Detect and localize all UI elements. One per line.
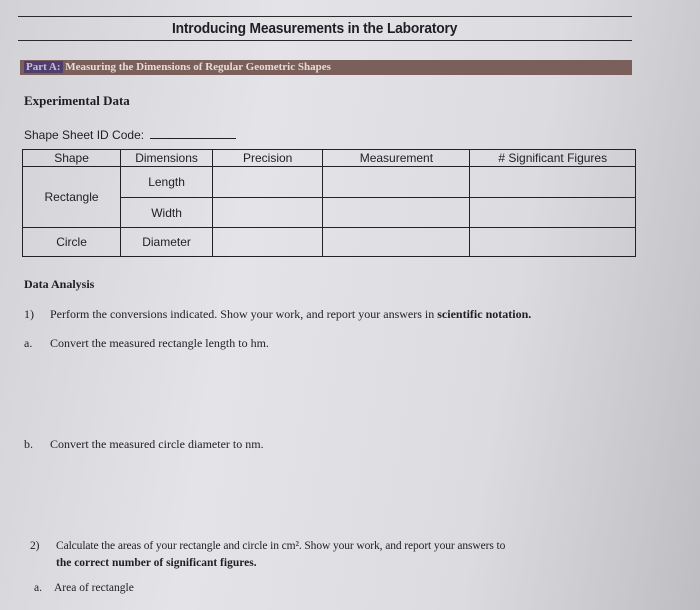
measurement-table: [22, 149, 636, 257]
shape-rectangle: Rectangle: [23, 167, 121, 228]
q1-number: 1): [24, 307, 34, 321]
q1a-label: a.: [24, 336, 33, 350]
table-row: [23, 228, 636, 257]
experimental-heading: Experimental Data: [24, 93, 130, 108]
precision-length-cell[interactable]: [213, 167, 323, 198]
title-underline-rule: [18, 40, 632, 41]
q2a-label: a.: [34, 582, 42, 594]
q1b-label: b.: [24, 437, 33, 451]
q2-line-2: the correct number of significant figures.: [56, 557, 257, 569]
col-header-measurement: Measurement: [323, 150, 470, 167]
question-1a: [24, 336, 269, 351]
dimension-length: Length: [121, 167, 213, 198]
col-header-dimensions: Dimensions: [121, 150, 213, 167]
table-header-row: [23, 150, 636, 167]
table-row: [23, 167, 636, 198]
sigfigs-diameter-cell[interactable]: [470, 228, 636, 257]
measurement-diameter-cell[interactable]: [323, 228, 470, 257]
q1a-text: Convert the measured rectangle length to hm.: [50, 336, 269, 350]
shape-id-line: [24, 126, 236, 142]
page-title: Introducing Measurements in the Laboratory: [172, 20, 458, 37]
q1-bold-text: scientific notation.: [437, 307, 532, 321]
part-title: Measuring the Dimensions of Regular Geometric Shapes: [65, 61, 331, 73]
dimension-diameter: Diameter: [121, 228, 213, 257]
col-header-sig-figs: # Significant Figures: [470, 150, 636, 167]
sigfigs-width-cell[interactable]: [470, 198, 636, 228]
measurement-length-cell[interactable]: [323, 167, 470, 198]
shape-id-field[interactable]: [150, 126, 236, 139]
data-analysis-heading: Data Analysis: [24, 277, 95, 291]
question-2: [30, 540, 505, 552]
sigfigs-length-cell[interactable]: [470, 167, 636, 198]
q2-number: 2): [30, 540, 40, 552]
precision-width-cell[interactable]: [213, 198, 323, 228]
measurement-width-cell[interactable]: [323, 198, 470, 228]
q2-text: Calculate the areas of your rectangle and circle in cm². Show your work, and report your answers to: [56, 540, 506, 552]
question-1: [24, 307, 531, 322]
precision-diameter-cell[interactable]: [213, 228, 323, 257]
q2a-text: Area of rectangle: [54, 582, 134, 594]
col-header-precision: Precision: [213, 150, 323, 167]
part-tag: Part A:: [26, 61, 61, 73]
question-1b: [24, 437, 264, 452]
dimension-width: Width: [121, 198, 213, 228]
top-rule: [18, 16, 632, 17]
shape-id-label: Shape Sheet ID Code:: [24, 128, 145, 142]
question-2a: [34, 582, 134, 594]
shape-circle: Circle: [23, 228, 121, 257]
col-header-shape: Shape: [23, 150, 121, 167]
part-a-banner: [20, 60, 632, 75]
q1b-text: Convert the measured circle diameter to nm.: [50, 437, 264, 451]
q1-text: Perform the conversions indicated. Show your work, and report your answers in: [50, 307, 435, 321]
